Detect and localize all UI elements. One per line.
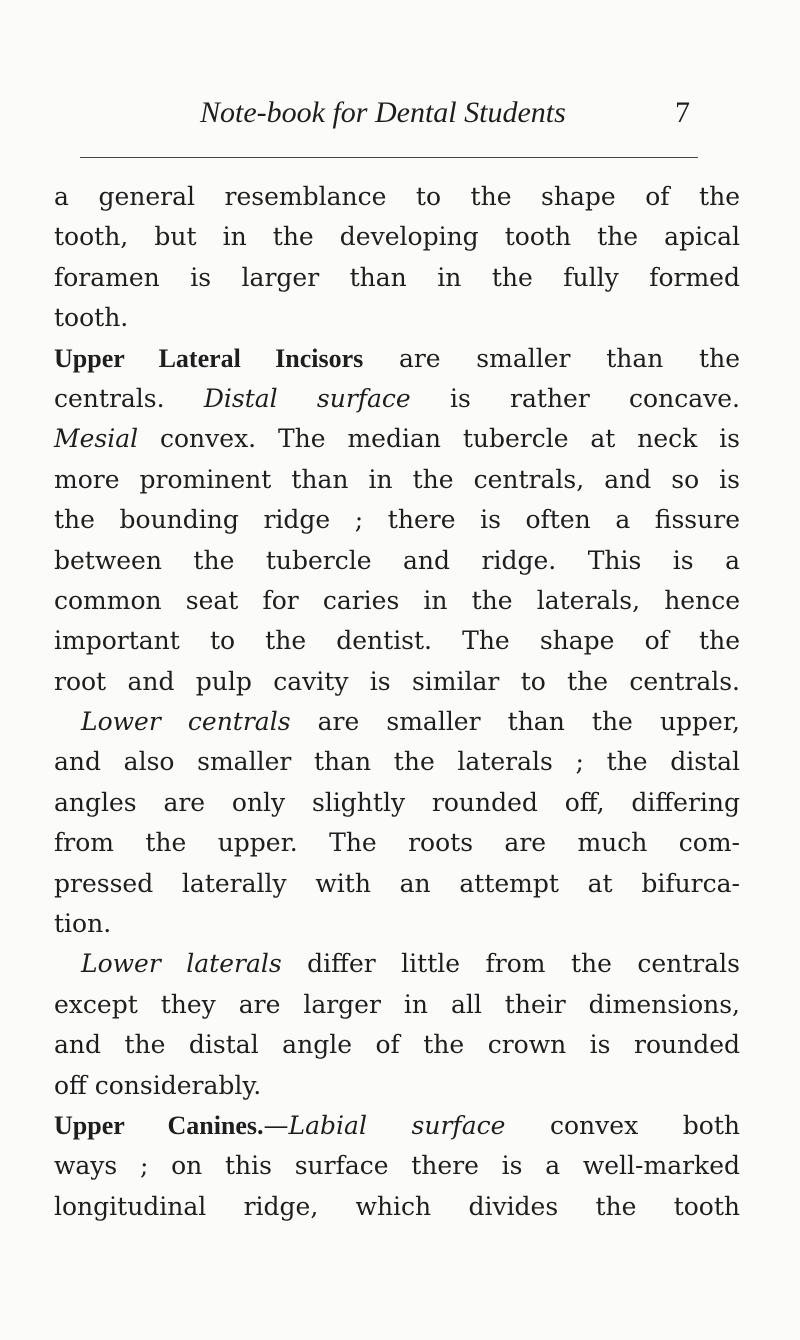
text-run: convex. The median tubercle at neck is [138,424,740,454]
text-run: longitudinal ridge, which divides the tooth [54,1191,740,1221]
running-title: Note-book for Dental Students [200,96,566,129]
text-line [54,177,740,217]
text-run: root and pulp cavity is similar to the centrals. [54,666,740,696]
text-run: from the upper. The roots are much com- [54,828,740,858]
text-line [54,1025,740,1065]
text-line [54,460,740,500]
italic-term: Labial surface [288,1110,506,1140]
text-run: and the distal angle of the crown is rounded [54,1030,740,1060]
italic-term: Mesial [54,424,139,454]
text-run: except they are larger in all their dimensions, [54,989,740,1019]
text-line [54,217,740,257]
text-line [54,742,740,782]
text-line [54,702,740,742]
text-line [54,298,740,338]
text-run: tion. [54,909,112,939]
section-heading: Upper Lateral Incisors [54,343,364,373]
text-line [54,1146,740,1186]
section-heading: Upper Canines. [54,1110,264,1140]
header-rule [80,157,698,158]
text-line [54,379,740,419]
text-run: tooth. [54,303,129,333]
italic-term: Lower laterals [81,949,282,979]
text-line [54,864,740,904]
text-line [54,904,740,944]
text-run: angles are only slightly rounded off, differing [54,787,740,817]
text-line [54,339,740,379]
text-run: important to the dentist. The shape of the [54,626,740,656]
text-line [54,500,740,540]
text-line [54,419,740,459]
text-run: the bounding ridge ; there is often a fissure [54,505,740,535]
text-line [54,581,740,621]
text-run: common seat for caries in the laterals, hence [54,585,740,615]
text-run: and also smaller than the laterals ; the distal [54,747,740,777]
text-run: is rather concave. [410,383,740,413]
text-line [54,662,740,702]
text-run: a general resemblance to the shape of the [54,182,740,211]
italic-term: Lower centrals [81,707,291,737]
text-run: ways ; on this surface there is a well-marked [54,1151,740,1181]
text-run: pressed laterally with an attempt at bifurca- [54,868,740,898]
body-text [54,177,740,1227]
italic-term: Distal surface [203,383,411,413]
text-line [54,944,740,984]
text-run: differ little from the centrals [281,949,740,979]
text-line [54,1187,740,1227]
text-line [54,985,740,1025]
text-run: tooth, but in the developing tooth the apical [54,222,740,252]
text-run: between the tubercle and ridge. This is a [54,545,740,575]
text-line [54,1106,740,1146]
text-line [54,823,740,863]
text-line [54,783,740,823]
text-run: more prominent than in the centrals, and so is [54,464,740,494]
text-line [54,541,740,581]
text-run: convex both [505,1110,740,1140]
text-line [54,258,740,298]
text-run: centrals. [54,383,204,413]
text-run: are smaller than the upper, [290,707,740,737]
text-line [54,1066,740,1106]
text-run: foramen is larger than in the fully formed [54,262,740,292]
text-run: off considerably. [54,1070,262,1100]
text-run: are smaller than the [363,343,740,373]
text-line [54,621,740,661]
page-number: 7 [675,96,690,129]
text-run: — [263,1110,289,1140]
